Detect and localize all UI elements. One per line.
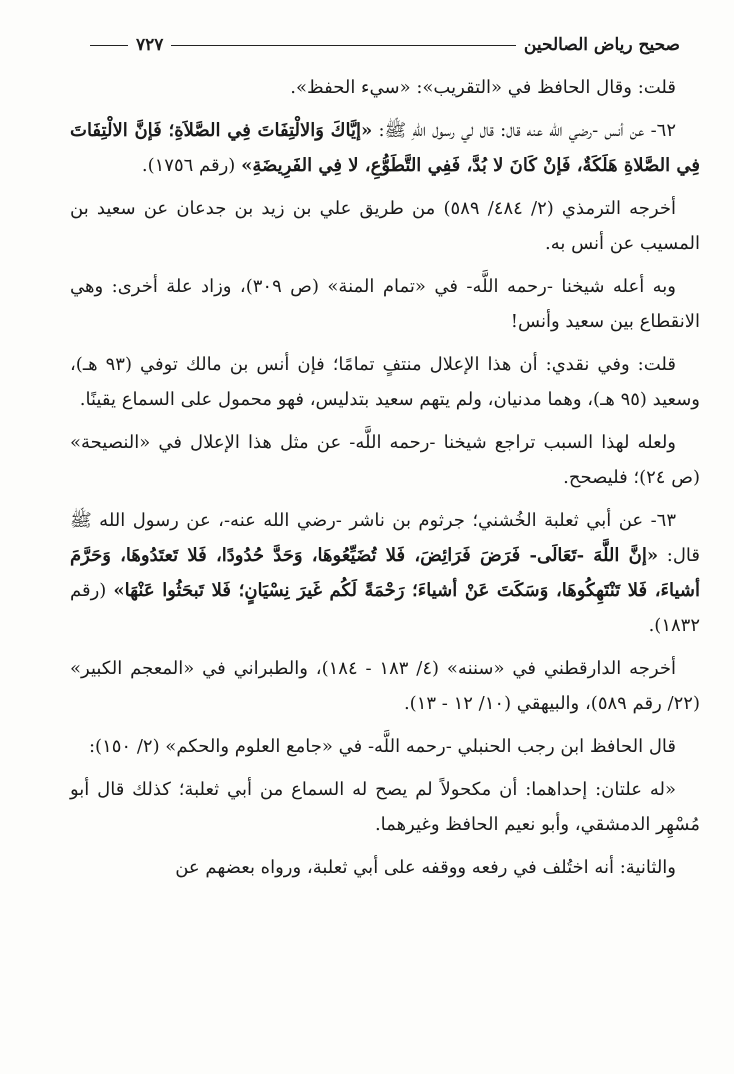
quote-paragraph: والثانية: أنه اختُلف في رفعه ووقفه على أبي ثعلبة، ورواه بعضهم عن [175,857,676,878]
paragraph: ولعله لهذا السبب تراجع شيخنا -رحمه اللَّه- عن مثل هذا الإعلال في «النصيحة» (ص ٢٤)؛ فليصحح. [70,432,700,488]
hadith-text: «إيَّاكَ وَالالْتِفَاتَ فِي الصَّلاَةِ؛ فَإنَّ الالْتِفَاتَ فِي الصَّلاةِ هَلَكَةٌ، فَإنْ كَانَ لا بُدَّ، فَفِي التَّطَوُّعِ، لا فِي الفَرِيضَةِ» [70,120,700,176]
page-body [70,70,700,893]
hadith-62 [70,113,700,183]
paragraph: أخرجه الترمذي (٢/ ٤٨٤/ ٥٨٩) من طريق علي بن زيد بن جدعان عن سعيد بن المسيب عن أنس به. [70,198,700,254]
page-number: ٧٢٧ [136,35,164,55]
paragraph: قلت: وفي نقدي: أن هذا الإعلال منتفٍ تمامًا؛ فإن أنس بن مالك توفي (٩٣ هـ)، وسعيد (٩٥ هـ)، وهما مدنيان، ولم يتهم سعيد بتدليس، فهو محمول على السماع يقينًا. [70,354,700,410]
header-rule [171,45,516,46]
hadith-intro: ٦٢- عن أنس -رضي الله عنه قال: قال لي رسول اللهِ ﷺ: [372,120,676,141]
hadith-intro: ٦٣- عن أبي ثعلبة الخُشني؛ جرثوم بن ناشر -رضي الله عنه-، عن رسول الله ﷺ قال: [70,510,700,566]
running-header [90,32,680,58]
paragraph: قلت: وقال الحافظ في «التقريب»: «سيء الحفظ». [290,77,676,98]
header-rule-end [90,45,128,46]
paragraph: قال الحافظ ابن رجب الحنبلي -رحمه اللَّه- في «جامع العلوم والحكم» (٢/ ١٥٠): [88,736,676,757]
paragraph: أخرجه الدارقطني في «سننه» (٤/ ١٨٣ - ١٨٤)، والطبراني في «المعجم الكبير» (٢٢/ رقم ٥٨٩)، والبيهقي (١٠/ ١٢ - ١٣). [70,658,700,714]
hadith-reference: (رقم ١٧٥٦). [141,155,242,176]
quote-paragraph: «له علتان: إحداهما: أن مكحولاً لم يصح له السماع من أبي ثعلبة؛ كذلك قال أبو مُسْهِر الدمشقي، وأبو نعيم الحافظ وغيرهما. [70,779,700,835]
hadith-reference: (رقم ١٨٣٢). [70,580,700,636]
paragraph: وبه أعله شيخنا -رحمه اللَّه- في «تمام المنة» (ص ٣٠٩)، وزاد علة أخرى: وهي الانقطاع بين سعيد وأنس! [70,276,700,332]
hadith-text: «إنَّ اللَّهَ -تَعَالَى- فَرَضَ فَرَائِضَ، فَلا تُضَيِّعُوهَا، وَحَدَّ حُدُودًا، فَلا تَعتَدُوهَا، وَحَرَّمَ أشياءَ، فَلا تَنْتَهِكُوهَا، وَسَكَتَ عَنْ أشياءَ؛ رَحْمَةً لَكُم غَيرَ نِسْيَانٍ؛ فَلا تَبحَثُوا عَنْهَا» [70,545,700,601]
book-title: صحيح رياض الصالحين [523,35,680,55]
hadith-63 [70,503,700,643]
